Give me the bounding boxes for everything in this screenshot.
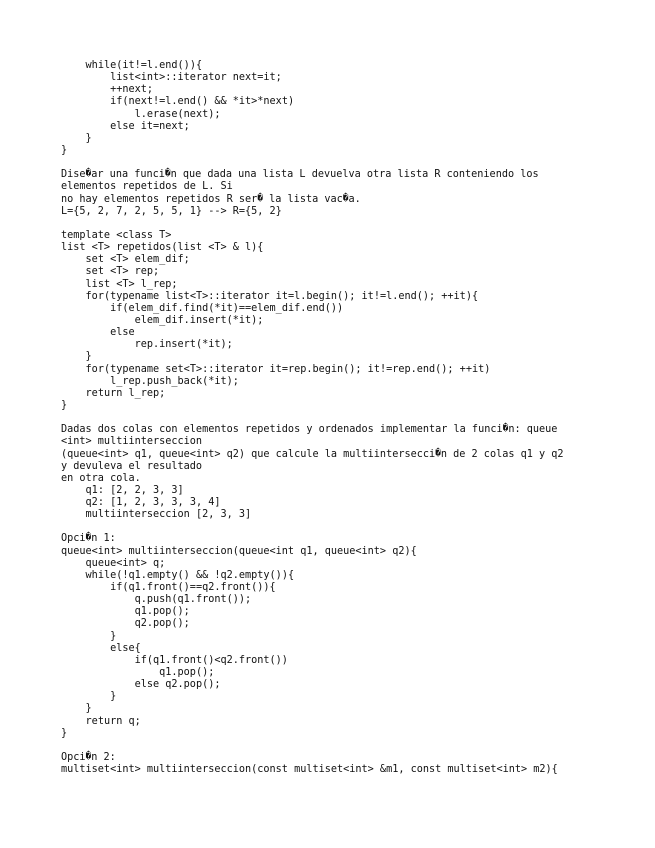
- text-line: }: [61, 691, 117, 703]
- text-line: if(elem_dif.find(*it)==elem_dif.end()): [61, 302, 344, 314]
- text-line: queue<int> q;: [61, 557, 166, 569]
- text-line: elem_dif.insert(*it);: [61, 314, 264, 326]
- blank-line: [61, 740, 646, 752]
- text-line: Dise�ar una funci�n que dada una lista L devuelva otra lista R conteniendo los: [61, 168, 539, 181]
- replacement-char: �: [85, 751, 92, 763]
- replacement-char: �: [85, 532, 92, 544]
- text-line: }: [61, 727, 68, 739]
- text-line: Dadas dos colas con elementos repetidos y ordenados implementar la funci�n: queue: [61, 423, 558, 436]
- text-line: }: [61, 144, 68, 156]
- text-line: list <T> repetidos(list <T> & l){: [61, 242, 264, 254]
- text-line: else q2.pop();: [61, 679, 221, 691]
- text-line: q2.pop();: [61, 618, 190, 630]
- replacement-char: �: [502, 423, 509, 435]
- text-line: Opci�n 1:: [61, 532, 116, 545]
- text-line: q1.pop();: [61, 606, 190, 618]
- blank-line: [61, 521, 646, 533]
- text-line: l_rep.push_back(*it);: [61, 375, 239, 387]
- text-line: multiinterseccion [2, 3, 3]: [61, 509, 252, 521]
- text-line: for(typename list<T>::iterator it=l.begin(); it!=l.end(); ++it){: [61, 290, 479, 302]
- text-line: (queue<int> q1, queue<int> q2) que calcule la multiintersecci�n de 2 colas q1 y q2: [61, 447, 564, 460]
- text-line: queue<int> multiinterseccion(queue<int q1, queue<int> q2){: [61, 545, 417, 557]
- text-line: set <T> elem_dif;: [61, 254, 190, 266]
- replacement-char: �: [435, 447, 441, 459]
- text-line: l.erase(next);: [61, 108, 221, 120]
- replacement-char: �: [342, 192, 349, 204]
- blank-line: [61, 157, 646, 169]
- text-line: return l_rep;: [61, 387, 166, 399]
- text-line: en otra cola.: [61, 472, 141, 484]
- blank-line: [61, 218, 646, 230]
- text-line: }: [61, 703, 92, 715]
- text-line: }: [61, 630, 117, 642]
- text-line: return q;: [61, 715, 141, 727]
- blank-line: [61, 412, 646, 424]
- text-line: q1.pop();: [61, 667, 215, 679]
- text-line: rep.insert(*it);: [61, 339, 233, 351]
- text-line: <int> multiinterseccion: [61, 436, 203, 448]
- text-line: }: [61, 132, 92, 144]
- text-line: for(typename set<T>::iterator it=rep.begin(); it!=rep.end(); ++it): [61, 363, 491, 375]
- text-line: Opci�n 2:: [61, 751, 116, 764]
- text-line: q.push(q1.front());: [61, 594, 252, 606]
- text-line: else it=next;: [61, 120, 190, 132]
- text-line: }: [61, 351, 92, 363]
- replacement-char: �: [164, 168, 171, 180]
- text-line: set <T> rep;: [61, 266, 160, 278]
- text-line: q1: [2, 2, 3, 3]: [61, 484, 184, 496]
- text-line: elementos repetidos de L. Si: [61, 181, 233, 193]
- text-line: multiset<int> multiinterseccion(const multiset<int> &m1, const multiset<int> m2){: [61, 764, 558, 776]
- text-line: L={5, 2, 7, 2, 5, 5, 1} --> R={5, 2}: [61, 205, 282, 217]
- text-line: q2: [1, 2, 3, 3, 3, 4]: [61, 497, 221, 509]
- text-line: no hay elementos repetidos R ser� la lista vac�a.: [61, 192, 361, 205]
- text-line: y devuleva el resultado: [61, 460, 203, 472]
- text-line: list <T> l_rep;: [61, 278, 178, 290]
- text-line: while(!q1.empty() && !q2.empty()){: [61, 569, 295, 581]
- text-line: else{: [61, 642, 141, 654]
- text-line: if(q1.front()<q2.front()): [61, 654, 288, 666]
- text-line: else: [61, 327, 135, 339]
- document-body: [61, 60, 646, 776]
- replacement-char: �: [85, 168, 92, 180]
- text-line: template <class T>: [61, 229, 172, 241]
- replacement-char: �: [257, 192, 264, 204]
- text-line: list<int>::iterator next=it;: [61, 72, 282, 84]
- text-line: while(it!=l.end()){: [61, 60, 203, 71]
- text-line: }: [61, 399, 68, 411]
- text-line: if(next!=l.end() && *it>*next): [61, 96, 295, 108]
- text-line: if(q1.front()==q2.front()){: [61, 582, 276, 594]
- text-line: ++next;: [61, 84, 154, 96]
